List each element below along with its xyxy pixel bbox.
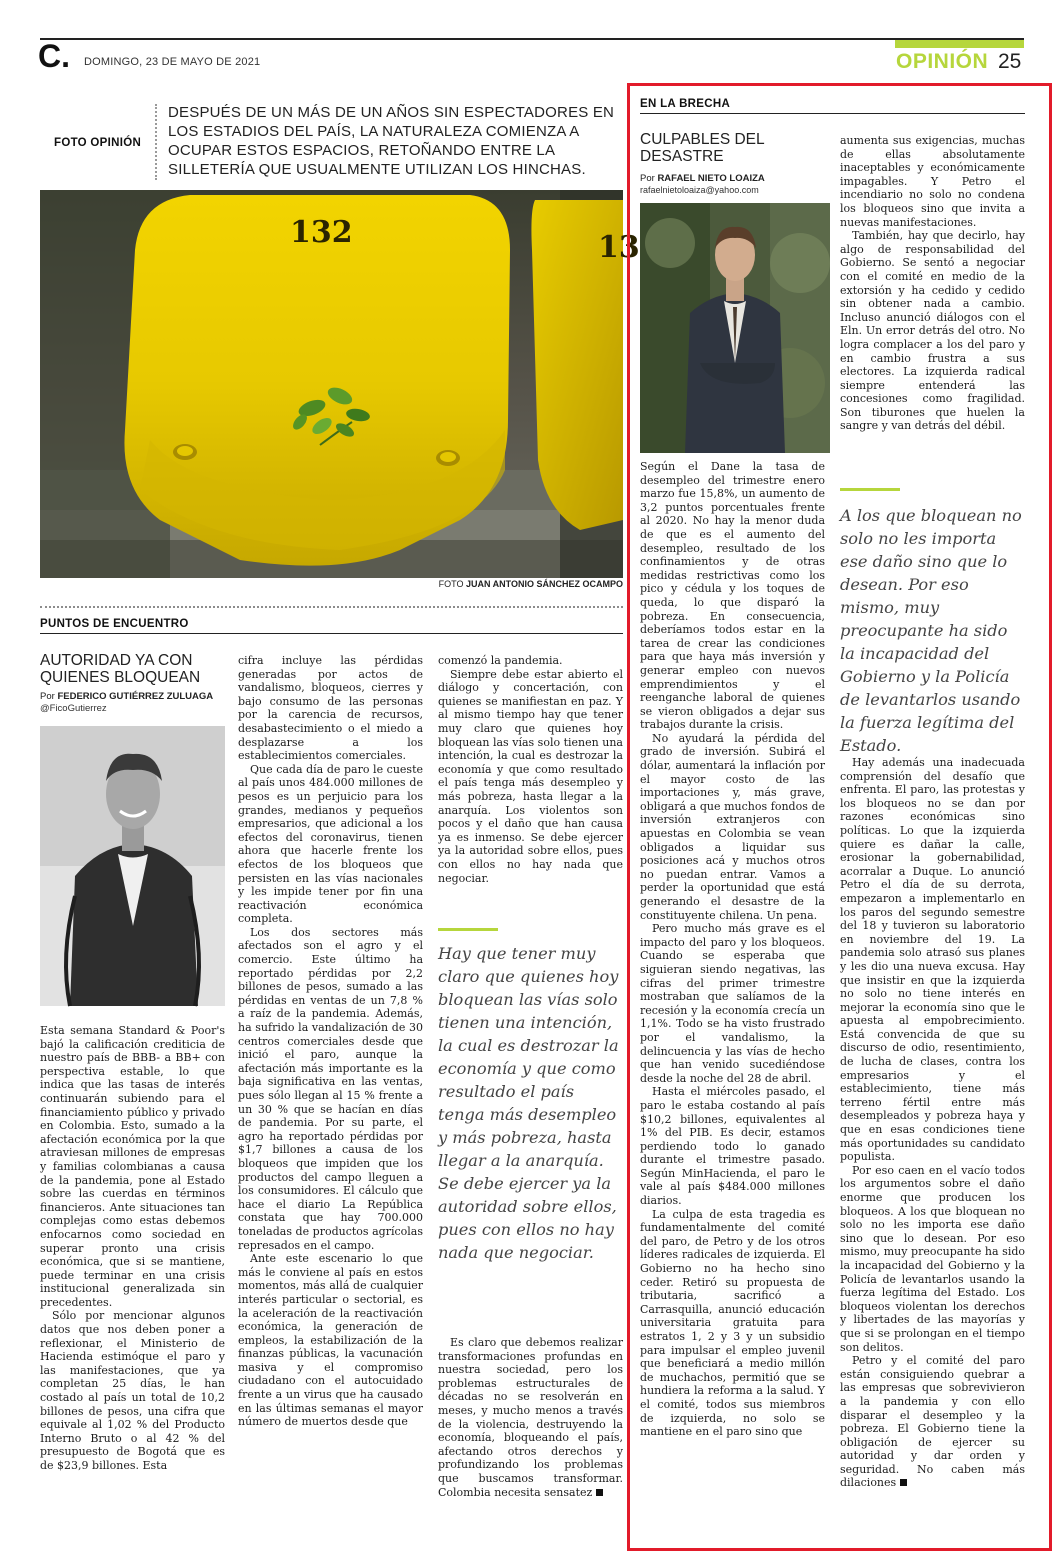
logo-text: C. xyxy=(38,38,70,74)
puntos-pull-quote: Hay que tener muy claro que quienes hoy bloquean las vías solo tienen una intención, la cual es destrozar la economía y que como resultado el país tenga más desempleo y más pobreza, hasta llegar a la anarquía. Se debe ejercer ya la autoridad sobre ellos, pues con ellos no hay nada que negociar. xyxy=(438,944,619,1262)
paragraph: cifra incluye las pérdidas generadas por actos de vandalismo, bloqueos, cierres y bajo consumo de las personas por la carencia de recursos, desabastecimiento o el miedo a desplazarse a los establecimientos comerciales. xyxy=(238,654,423,763)
puntos-author: FEDERICO GUTIÉRREZ ZULUAGA xyxy=(57,691,214,702)
photo-opinion-divider xyxy=(155,104,157,180)
paragraph: Esta semana Standard & Poor's bajó la calificación crediticia de nuestro país de BBB- a BB+ con perspectiva estable, lo que indica que las tasas de interés continuarán subiendo para el financiamiento público y privado en Colombia. Esto, sumado a la afectación económica por la que atraviesan millones de empresas y familias colombianas a causa de la pandemia, pone al Estado sobre las cuerdas en términos financieros. Ante situaciones tan complejas como estas debemos enfocarnos como sociedad en superar pronto una crisis económica, que si se mantiene, puede terminar en una crisis institucional generalizada sin precedentes. xyxy=(40,1024,225,1309)
paragraph: Por eso caen en el vacío todos los argumentos sobre el daño enorme que producen los bloqueos. A los que bloquean no solo no les importa ese daño sino que lo desean. Por eso mismo, muy preocupante ha sido la incapacidad del Gobierno y la Policía de levantarlos usando la fuerza legítima del Estado. Los bloqueos violentan los derechos y libertades de las mayorías y que si se prolongan en el tiempo son delitos. xyxy=(840,1163,1025,1354)
puntos-col3-end xyxy=(438,1336,623,1499)
top-rule xyxy=(40,38,1024,40)
brecha-section-rule xyxy=(640,113,1025,114)
paragraph: Sólo por mencionar algunos datos que nos deben poner a reflexionar, el Ministerio de Hacienda estimóque el paro y las manifestaciones, que ya completan 25 días, le han costado al país un total de 10,2 billones de pesos, una cifra que equivale al 1,02 % del Producto Interno Bruto o al 42 % del presupuesto de Bogotá que es de $23,9 billones. Esta xyxy=(40,1309,225,1472)
federico-portrait xyxy=(40,726,225,1006)
paragraph: También, hay que decirlo, hay algo de responsabilidad del Gobierno. Se sentó a negociar con el comité en medio de la extorsión y ha cedido y cedido sin obtener nada a cambio. Incluso anunció diálogos con el Eln. Un error detrás del otro. No logra complacer a los del paro y en cambio frustra a sus electores. La izquierda radical siempre entenderá las concesiones como fragilidad. Son tiburones que huelen la sangre y van detrás del débil. xyxy=(840,229,1025,433)
stadium-seats-photo xyxy=(40,190,640,578)
end-of-article-mark xyxy=(596,1489,603,1496)
brecha-col2-end xyxy=(840,756,1025,1490)
puntos-section-rule xyxy=(40,633,623,634)
puntos-quote-accent xyxy=(438,928,498,931)
paragraph: No ayudará la pérdida del grado de inversión. Subirá el dólar, aumentará la inflación por el mayor costo de las importaciones y, más grave, obligará a que muchos fondos de inversión extranjeros con apuestas en Colombia se vean obligados a liquidar sus posiciones acá y muchos otros no puedan entrar. Vamos a perder la oportunidad que está generando el desastre de la constituyente chilena. Un pena. xyxy=(640,731,825,922)
closing-text: Es claro que debemos realizar transformaciones profundas en nuestra sociedad, pero los problemas estructurales de décadas no se resolverán en meses, y mucho menos a través de la violencia, destruyendo la economía, bloqueando el país, afectando otros derechos y profundizando los problemas que buscamos transformar. Colombia necesita sensatez xyxy=(438,1336,623,1499)
photo-credit xyxy=(400,579,623,589)
paragraph xyxy=(438,1336,623,1499)
puntos-col3 xyxy=(438,654,623,885)
masthead-section: OPINIÓN xyxy=(896,50,989,73)
section-tab-accent xyxy=(895,40,1024,48)
brecha-byline xyxy=(640,173,830,184)
paragraph: comenzó la pandemia. xyxy=(438,654,563,667)
rafael-portrait xyxy=(640,203,830,453)
paragraph: Hay además una inadecuada comprensión del desafío que enfrenta. El paro, las protestas y los bloqueos no se dan por razones económicas sino políticas. Lo que la izquierda quiere es dañar la calle, erosionar la gobernabilidad, acorralar a Duque. Lo anunció Petro el día de su derrota, empezaron a implementarlo en los paros del segundo semestre del 18 y tuvieron su laboratorio en noviembre del 19. La pandemia solo atrasó sus planes y les dio una nueva excusa. Hay que insistir en que la izquierda no solo no tiene interés en mejorar la economía sino que le apuesta al empobrecimiento. Está convencida de que su discurso de odio, resentimiento, de lucha de clases, contra los empresarios y el establecimiento, tiene más terreno fértil entre más desempleados y pobreza haya y que en esas condiciones tiene más oportunidades su candidato populista. xyxy=(840,756,1025,1164)
paragraph: La culpa de esta tragedia es fundamentalmente del comité del paro, de Petro y de los otros líderes radicales de izquierda. El Gobierno no ha hecho sino ceder. Retiró su propuesta de tributaria, sacrificó a Carrasquilla, anunció educación universitaria gratuita para estratos 1, 2 y 3 y un subsidio para impulsar el empleo juvenil que beneficiará a medio millón de muchachos, permitió que se hundiera la reforma a la salud. Y el comité, todos sus miembros de izquierda, no solo se mantiene en el paro sino que xyxy=(640,1207,825,1439)
federico-portrait-illustration xyxy=(40,726,225,1006)
brecha-section-label: EN LA BRECHA xyxy=(640,98,731,110)
photo-credit-name: JUAN ANTONIO SÁNCHEZ OCAMPO xyxy=(465,579,623,589)
puntos-top-rule xyxy=(40,606,623,608)
seat-number: 132 xyxy=(290,215,353,250)
puntos-byline xyxy=(40,691,240,702)
puntos-section-label: PUNTOS DE ENCUENTRO xyxy=(40,618,189,630)
puntos-by: Por xyxy=(40,691,55,702)
photo-opinion-caption: DESPUÉS DE UN MÁS DE UN AÑOS SIN ESPECTADORES EN LOS ESTADIOS DEL PAÍS, LA NATURALEZA COMIENZA A OCUPAR ESTOS ESPACIOS, RETOÑANDO ENTRE LA SILLETERÍA QUE USUALMENTE UTILIZAN LOS HINCHAS. xyxy=(168,104,615,178)
puntos-col2 xyxy=(238,654,423,1429)
paragraph: Hasta el miércoles pasado, el paro le estaba costando al país $10,2 billones, equivalentes al 1% del PIB. Es decir, estamos perdiendo todo lo ganado durante el trimestre pasado. Según MinHacienda, el paro le vale al país $484.000 millones diarios. xyxy=(640,1085,825,1208)
masthead-date: DOMINGO, 23 DE MAYO DE 2021 xyxy=(84,56,261,68)
rafael-portrait-illustration xyxy=(640,203,830,453)
brecha-quote-accent xyxy=(840,488,900,491)
paragraph: Ante este escenario lo que más le conviene al país en estos momentos, más allá de cualquier interés particular o sectorial, es la aceleración de la reactivación económica, la generación de empleos, la estabilización de la finanzas públicas, la vacunación masiva y el compromiso ciudadano con el autocuidado frente a un virus que ha causado en las últimas semanas el mayor número de muertos desde que xyxy=(238,1252,423,1429)
brecha-author: RAFAEL NIETO LOAIZA xyxy=(657,173,765,184)
brecha-col2 xyxy=(840,134,1025,433)
masthead-logo xyxy=(38,40,72,72)
end-of-article-mark xyxy=(900,1479,907,1486)
puntos-handle: @FicoGutierrez xyxy=(40,703,107,714)
photo-opinion-label: FOTO OPINIÓN xyxy=(54,137,142,149)
puntos-col1 xyxy=(40,1024,225,1473)
brecha-pull-quote: A los que bloquean no solo no les importa ese daño sino que lo desean. Por eso mismo, muy preocupante ha sido la incapacidad del Gobierno y la Policía de levantarlos usando la fuerza legítima del Estado. xyxy=(840,506,1022,755)
paragraph: Pero mucho más grave es el impacto del paro y los bloqueos. Cuando se esperaba que siguieran siendo negativas, las cifras del primer trimestre mostraban que salíamos de la recesión y la economía crecía un 1,1%. Todo se ha visto frustrado por el vandalismo, la delincuencia y las vías de hecho que han venido sucediéndose desde la noche del 28 de abril. xyxy=(640,922,825,1085)
puntos-headline: AUTORIDAD YA CON QUIENES BLOQUEAN xyxy=(40,652,201,686)
brecha-by: Por xyxy=(640,173,655,184)
paragraph: aumenta sus exigencias, muchas de ellas absolutamente inaceptables y económicamente impagables. Y Petro el incendiario no solo no condena los bloqueos sino que invita a nuevas manifestaciones. xyxy=(840,134,1025,229)
brecha-col1 xyxy=(640,460,825,1439)
brecha-email: rafaelnietoloaiza@yahoo.com xyxy=(640,185,759,195)
page-number: 25 xyxy=(998,50,1022,73)
paragraph: Que cada día de paro le cueste al país unos 484.000 millones de pesos es un perjuicio para los grandes, medianos y pequeños empresarios, que adicional a los efectos del coronavirus, tienen ahora que hacerle frente los efectos de los bloqueos que persisten en las vías nacionales y les impide tener por fin una reactivación económica completa. xyxy=(238,762,423,926)
paragraph: Los dos sectores más afectados son el agro y el comercio. Este último ha reportado pérdidas por 2,2 billones de pesos, sumado a las pérdidas en ventas de un 7,8 % a raíz de la pandemia. Además, ha sufrido la vandalización de 30 centros comerciales desde que inició el paro, aunque la afectación más importante es la baja significativa en las ventas, pues sólo llegan al 15 % frente a un 30 % que se hacían en días de pandemia. Por su parte, el agro ha reportado pérdidas por $1,7 billones a causa de los bloqueos que impiden que los productos del campo lleguen a los consumidores. El cálculo que hace el diario La República constata que hay 700.000 toneladas de productos agrícolas represados en el campo. xyxy=(238,925,423,1252)
photo-credit-prefix: FOTO xyxy=(438,579,464,589)
seat-number-partial: 13 xyxy=(598,230,640,265)
paragraph: Siempre debe estar abierto el diálogo y concertación, con quienes se manifiestan en paz. Y al mismo tiempo hay que tener muy claro que quienes hoy bloquean las vías solo tienen una intención, la cual es destrozar la economía y que como resultado el país tenga más desempleo y más pobreza, hasta llegar a la anarquía. Los violentos son pocos y el daño que han causa ya es inmenso. Se debe ejercer ya la autoridad sobre ellos, pues con ellos no hay nada que negociar. xyxy=(438,667,623,885)
brecha-headline: CULPABLES DEL DESASTRE xyxy=(640,131,765,165)
paragraph: Según el Dane la tasa de desempleo del trimestre enero marzo fue 15,8%, un aumento de 3,2 puntos porcentuales frente al 2020. No hay la menor duda de que es el aumento del desempleo, resultado de los confinamientos y de otras medidas restrictivas como los pico y cédula y los toques de queda, lo que disparó la pobreza. En consecuencia, deberíamos todos estar en la tarea de crear las condiciones para que haya más inversión y generar empleo con nuevos emprendimientos y el reenganche laboral de quienes se vieron obligados a dejar sus trabajos durante la crisis. xyxy=(640,460,825,732)
paragraph xyxy=(840,1354,1025,1490)
closing-text: Petro y el comité del paro están consiguiendo quebrar a las empresas que sobrevivieron a la pandemia y con ello disparar el desempleo y la pobreza. El Gobierno tiene la obligación de ejercer su autoridad y dar orden y seguridad. No caben más dilaciones xyxy=(840,1354,1025,1490)
